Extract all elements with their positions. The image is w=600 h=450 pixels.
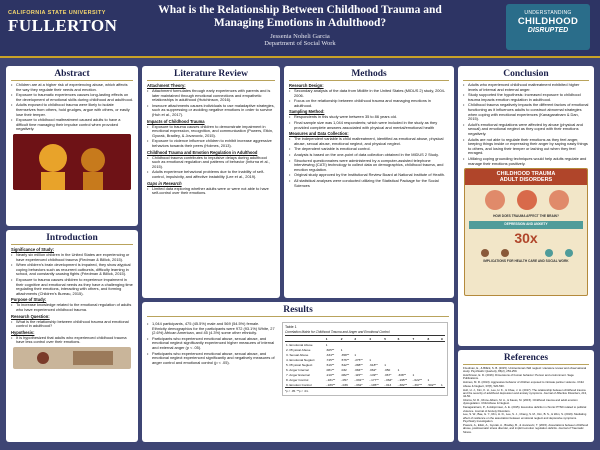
poster-title: What is the Relationship Between Childhood Trauma and Managing Emotions in Adulthood? [158,4,442,29]
table-note: *p < .05. **p < .01. [285,389,309,393]
person-icon [545,249,553,257]
table-cell: 1 [412,372,415,377]
conclusion-panel [458,66,594,346]
attachment-label: Attachment Theory: [147,83,186,88]
head-silhouette-icon [39,144,67,172]
impacts-label: Impacts of Childhood Trauma [147,118,205,124]
abstract-bullet: • Exposure to childhood maltreatment caused adults to have a difficult time managing their impulse control when provoked negatively. [11,118,133,132]
brain-icon [517,190,537,210]
badge-sub: DISRUPTED [527,27,569,34]
table-cell: .542** [340,362,350,367]
conclusion-bullet: • Childhood trauma negatively impacts the different factors of emotional functioning as it influences adults to construct abnormal strategies when coping with emotional experiences (Kanagaratnam & Dan, 2015). [463,103,589,121]
conclusion-bullet: • Adult's emotional regulations were affected by abuse (physical and sexual) and emotional neglect as they coped with their emotions negatively. [463,123,589,137]
table-cell: 1 [427,377,430,382]
table-row [285,382,445,388]
results-list [147,322,275,365]
table-cell: .050 [384,367,391,372]
table-header-cell: 4 [368,336,383,342]
design-list [289,89,449,108]
infographic-stat: 30x [514,229,538,246]
table-header-cell: 5 [383,336,396,342]
gaps-label: Gaps in Research [147,180,182,186]
table-cell: .358** [340,352,350,357]
results-text [147,322,275,366]
table-cell: 1 [369,357,371,362]
table-cell: .745** [325,357,335,362]
infographic-title-bottom: ADULT DISORDERS [499,177,553,184]
regulation-bullet: • Childhood trauma contributes to impulsive delays during adulthood such as emotional regulation and patterns of behavior (Infurna et al., 2015). [147,156,275,170]
measures-bullet: • Structured questionnaires were administered by a computer-assisted telephone interviewing (CATI) technology to collect data on demographics, childhood trauma, and emotion regulation. [289,159,449,173]
measures-list [289,137,449,188]
abstract-bullet: • Exposure to traumatic experiences causes long-lasting effects on the development of emotional skills during childhood and adulthood. [11,93,133,102]
table-cell: -.177** [369,377,379,382]
design-label: Research Design: [289,83,324,88]
correlation-table-box [282,322,448,396]
significance-bullet: • Nearly six million children in the United States are experiencing or have experienced childhood trauma (Fiedman & Billick, 2015). [11,253,133,262]
table-row-label: 3. Sexual Abuse [286,352,309,357]
results-bullet: • 1,044 participants, 475 (45.5%) male and 569 (54.5%) female. Ethnicity demographics for the participants were 972 (93.1%) White, 27 (2.6%) African American, and 45 (4.3%) some other ethnicity. [147,322,275,336]
table-cell: 1 [325,342,328,347]
results-bullet: • Participants who experienced emotional abuse, sexual abuse, and emotional neglect experienced significantly and negatively measures of anger control and emotional control (p < .05). [147,352,275,366]
impacts-list [147,125,275,149]
results-bullet: • Participants who experienced emotional abuse, sexual abuse, and emotional neglect significantly experienced higher measures of internal and external anger (p < .05). [147,337,275,351]
poster-header [0,0,600,58]
infographic-line2: DEPRESSION AND ANXIETY [504,221,548,226]
significance-bullet: • Exposure to trauma causes children to experience impairment in their cognitive and emotional needs as they have a challenging time regulating their emotions, interacting with others, and forming attachments (Children's Bureau, 2015). [11,278,133,296]
table-cell: 1 [384,362,386,367]
brain-icon [485,190,505,210]
impacts-bullet: • Exposure to violence influence children to exhibit increase aggressive behaviors towards their peers (Holmes, 2013). [147,139,275,148]
table-row-label: 9. Emotion Control [285,382,325,388]
university-line: CALIFORNIA STATE UNIVERSITY [8,10,106,16]
table-row-label: 6. Anger Internal [286,367,309,372]
table-cell: 1 [397,367,400,372]
silhouette-illustration [13,134,131,190]
question-bullet: • What is the relationship between childhood trauma and emotional control in adulthood? [11,320,133,329]
table-cell: .149** [369,372,378,377]
introduction-panel [6,230,138,442]
table-row-label: 7. Anger External [286,372,310,377]
table-caption: Correlation Matrix for Childhood Trauma and Anger and Emotional Control [285,330,390,334]
table-cell: -.382** [397,382,412,388]
table-body [285,342,445,388]
regulation-label: Childhood Trauma and Emotion Regulation in Adulthood [147,149,258,155]
table-row-label: 4. Emotional Neglect [286,357,315,362]
child-icon [37,352,49,364]
title-block [140,4,460,47]
table-cell: .081** [325,367,335,372]
table-cell: .067* [384,372,392,377]
purpose-label: Purpose of Study: [11,297,47,303]
sampling-bullet: • Final sample size was 1,044 respondents; which were included in the study as they provided complete answers associated with physical and mental/emotional health [289,121,449,130]
impacts-bullet: • Exposure to trauma causes children to demonstrate impairment in emotional expression, recognition, and communication (Powers, Etkin, Gyurak, Bradley, & Jovanovic, 2015). [147,125,275,139]
table-title: Table 1 [285,325,297,329]
gaps-bullet: • Limited data exploring whether adults were or were not able to have self-control over their emotions. [147,187,275,196]
sampling-label: Sampling Method: [289,109,325,115]
reference-item: Lee, S. W., Bae, G. Y., Rim, H. D., Lee, S. J., Chang, S. M., Kim, B. S., & Won, S. (2019). Mediating effect of resilience on the association between emotional neglect and depressive symptoms. Psychiatry Investigation. [463,412,587,424]
correlation-table [285,335,445,388]
table-cell: .275** [354,357,363,362]
infographic-line3: IMPLICATIONS FOR HEALTH CARE AND SOCIAL WORK [483,258,569,263]
table-row-label: 8. Anger Control [286,377,309,382]
measures-bullet: • The dependent variable is emotional control. [289,147,449,152]
person-icon [565,249,573,257]
conclusion-bullet: • Study supported the hypothesis: increased exposure to childhood trauma impacts emotion regulation in adulthood. [463,93,589,102]
brain-illustration [465,185,588,215]
table-cell: 1 [440,382,445,388]
author-name: Jessenia Noheli Garcia [270,33,330,40]
literature-panel [142,66,280,298]
table-cell: .334** [325,352,335,357]
table-cell: -.064* [384,377,393,382]
conclusion-heading: Conclusion [463,69,589,81]
childhood-disrupted-logo [506,4,590,50]
table-cell: .516** [325,362,335,367]
methods-panel [284,66,454,298]
introduction-heading: Introduction [11,233,133,245]
intro-figure [13,347,131,369]
reference-item: Hutchinson, E. D. (2016). Dimensions of human behavior: Person and environment. Sage Publications. [463,373,574,381]
hypothesis-list [11,336,133,345]
table-header-cell: 3 [353,336,368,342]
abstract-figure [13,134,131,190]
reference-item: Kanagaratnam, P., & Asbjornsen, A. E. (2015). Executive deficits in chronic PTSD related to political violence. Journal of Anxiety Disorders. [463,405,587,413]
reference-item: Holmes, M. R. (2013). Aggressive behavior of children exposed to intimate partner violence. Child Abuse & Neglect, 37(8), 520-530. [463,380,584,388]
table-cell: 1 [354,352,357,357]
significance-bullet: • When children's brain development is impaired, they show atypical coping behaviors such as recurrent outbursts, difficulty learning in school, and constantly causing fights (Friedman & Billick, 2015). [11,263,133,277]
table-row-label: 5. Physical Neglect [286,362,313,367]
conclusion-bullet: • Adults are not able to regulate their emotions as they feel anger, keeping things inside or expressing their anger by saying nasty things to others, and losing their temper or lashing out when they feel enraged. [463,138,589,156]
reference-item: Friedman, E., & Billick, S. B. (2015). Unintentional child neglect: Literature review and observational study. Psychiatric Quarterly, 86(2), 253-259. [463,366,587,374]
measures-bullet: • Analysis is based on the one-point of data collection obtained in the MIDUS 2 Study. [289,153,449,158]
abstract-bullet: • Children are at a higher risk of experiencing abuse, which affects the way they regulate their needs and emotion. [11,83,133,92]
question-label: Research Question: [11,313,50,319]
table-header-cell: 2 [340,336,354,342]
table-cell: -.013 [383,382,396,388]
abstract-panel [6,66,138,226]
conclusion-bullet: • Adults who experienced childhood maltreatment exhibited higher levels of internal and external anger. [463,83,589,92]
conclusion-bullet: • Utilizing coping grounding techniques would help adults regulate and manage their emotions positively. [463,157,589,166]
person-icon [481,249,489,257]
measures-bullet: • The independent variable is child maltreatment, identified as emotional abuse, physical abuse, sexual abuse, emotional neglect, and physical neglect. [289,137,449,146]
regulation-list [147,156,275,180]
purpose-list [11,303,133,312]
design-bullet: • Secondary analysis of the data from Midlife in the United States (MIDUS 2) study, 2004-2006. [289,89,449,98]
table-header-cell: 1 [325,336,340,342]
table-cell: .576** [340,357,350,362]
table-cell: .115** [354,372,363,377]
design-bullet: • Focus on the relationship between childhood trauma and managing emotions in adulthood. [289,99,449,108]
table-cell: -.397** [412,382,427,388]
infographic-teal-box [469,221,583,229]
regulation-bullet: • Adults experience behavioral problems due to the inability of self-control, impulsivity, and affective instability (Lee et al., 2019). [147,170,275,179]
table-header-cell: 6 [397,336,412,342]
reference-item: Huh, H. J., Kim, K. H., Lee, H. K., & Chae, J. H. (2017). The relationship between childhood trauma and the severity of adulthood depression and anxiety symptoms. Journal of Affective Disorders, 213, 44-50. [463,387,587,399]
badge-top: UNDERSTANDING [524,10,572,16]
child-illustration [13,347,131,369]
university-logo [8,10,130,46]
table-row-label: 1. Emotional Abuse [286,342,313,347]
hypothesis-label: Hypothesis: [11,329,35,335]
table-cell: .502** [426,382,440,388]
question-list [11,320,133,329]
reference-item: Infurna, M. R., Rinne-Albers, M. A., & Kaess, M. (2015). Childhood trauma and adult emotion dysregulation. Child Abuse & Neglect. [463,398,578,406]
abstract-bullet: • Adults exposed to childhood trauma were likely to isolate themselves from others, hold grudges, argue with others, or easily lose their temper. [11,103,133,117]
reference-item: Powers, A., Etkin, A., Gyurak, A., Bradley, B., & Jovanovic, T. (2015). Associations between childhood abuse, posttraumatic stress disorder, and implicit emotion regulation deficits. Journal of Traumatic Stress. [463,422,589,434]
results-heading: Results [147,305,449,317]
gaps-list [147,187,275,196]
department: Department of Social Work [264,40,336,47]
table-cell: -.036 [340,382,354,388]
table-cell: .618** [369,362,378,367]
table-cell: -.057 [340,377,348,382]
results-panel [142,302,454,442]
table-cell: -.195** [397,377,408,382]
sampling-bullet: • Respondents in this study were between 35 to 86 years old. [289,115,449,120]
attachment-list [147,89,275,118]
table-cell: -.091** [354,377,364,382]
table-cell: .288** [354,362,363,367]
table-header-cell: 7 [412,336,427,342]
measures-label: Measures and Data Collection: [289,131,349,137]
person-icon [501,249,509,257]
references-heading: References [463,353,589,365]
infographic [464,168,588,296]
literature-heading: Literature Review [147,69,275,81]
table-cell: .605** [325,347,335,352]
significance-label: Significance of Study: [11,247,54,252]
significance-list [11,253,133,296]
abstract-heading: Abstract [11,69,133,81]
sampling-list [289,115,449,130]
brain-icon [549,190,569,210]
infographic-banner [465,169,587,185]
abstract-list [11,83,133,132]
badge-main: CHILDHOOD [517,16,579,27]
table-cell: .032 [340,367,347,372]
attachment-bullet: • Attachment formulates through early experiences with parents and is later maintained through emotional connections and empathetic relationships in adulthood (Hutchinson, 2016). [147,89,275,103]
purpose-bullet: • To increase knowledge related to the emotional regulation of adults who have experienced childhood trauma. [11,303,133,312]
table-cell: -.062* [353,382,368,388]
references-list [463,367,589,434]
table-row-label: 2. Physical Abuse [286,347,311,352]
table-header-cell: 8 [426,336,440,342]
measures-bullet: • Original study approved by the Institutional Review Board at National Institute of Health. [289,173,449,178]
infographic-line1: HOW DOES TRAUMA AFFECT THE BRAIN? [493,214,559,219]
table-cell: .084** [354,367,363,372]
people-illustration [465,246,588,260]
table-cell: -.189** [325,382,340,388]
table-cell: -.622** [412,377,422,382]
conclusion-list [463,83,589,166]
table-cell: -.181** [325,377,336,382]
hypothesis-bullet: • It is hypothesized that adults who experienced childhood trauma have less control over their emotions. [11,336,133,345]
methods-heading: Methods [289,69,449,81]
attachment-bullet: • Insecure attachments causes individuals to use maladaptive strategies, such as suppressing or avoiding negative emotions in order to survive (Huh et al., 2017). [147,104,275,118]
table-cell: .210** [325,372,335,377]
university-name: FULLERTON [8,16,118,35]
table-cell: 1 [340,347,343,352]
table-cell: .338** [397,372,407,377]
references-panel [458,350,594,442]
table-cell: .082** [340,372,350,377]
table-cell: .062* [369,367,377,372]
infographic-title-top: CHILDHOOD TRAUMA [496,171,556,178]
head-silhouette-icon [81,148,105,172]
table-cell: -.195** [368,382,383,388]
table-header-cell: 9 [440,336,445,342]
measures-bullet: • All statistical analyses were conducted utilizing the Statistical Package for the Social Sciences [289,179,449,188]
